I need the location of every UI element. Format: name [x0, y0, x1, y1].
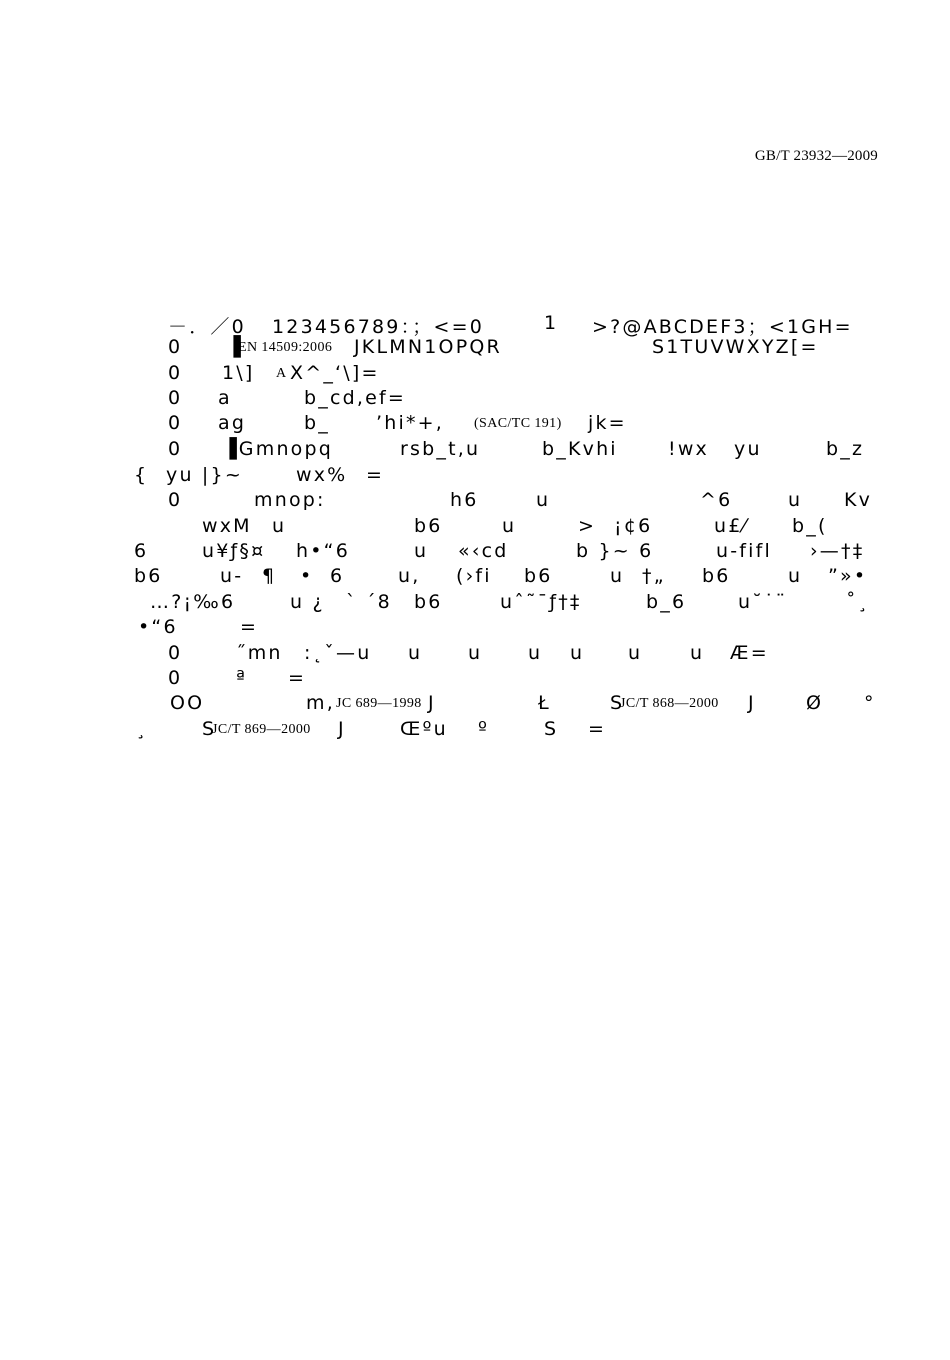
text-fragment: 0	[168, 438, 183, 460]
text-fragment: S	[610, 692, 625, 714]
text-fragment: b_(	[792, 515, 828, 537]
text-fragment: u£⁄	[714, 515, 748, 537]
text-fragment: 1	[544, 312, 559, 334]
text-fragment: 0	[168, 387, 183, 409]
text-fragment: JKLMN1OPQR	[354, 336, 502, 358]
text-fragment: Æ=	[730, 642, 769, 664]
text-fragment: =	[588, 718, 607, 740]
text-fragment: Kv	[844, 489, 873, 511]
text-fragment: yu |}~	[166, 464, 243, 486]
text-line	[0, 667, 950, 693]
text-fragment: ˝mn	[236, 642, 283, 664]
text-fragment: ^6	[700, 489, 733, 511]
text-fragment: ”»•	[828, 565, 868, 587]
text-fragment: u	[414, 540, 429, 562]
text-line	[0, 362, 950, 388]
text-fragment: b_	[304, 412, 330, 434]
text-fragment: Œºu	[400, 718, 448, 740]
text-fragment: =	[366, 464, 385, 486]
text-fragment: u ¿	[290, 591, 325, 613]
text-fragment: wx%	[296, 464, 348, 486]
text-fragment: 6	[134, 540, 149, 562]
text-fragment: •“6	[138, 616, 178, 638]
text-line	[0, 591, 950, 617]
text-line	[0, 336, 950, 362]
text-fragment: u	[610, 565, 625, 587]
text-fragment: u	[536, 489, 551, 511]
text-fragment: OO	[170, 692, 205, 714]
text-fragment: =	[240, 616, 259, 638]
text-fragment: JC/T 869—2000	[212, 722, 311, 737]
text-fragment: 1\]	[222, 362, 255, 384]
text-line	[0, 464, 950, 490]
text-fragment: －．／0	[168, 316, 246, 338]
text-fragment: 0	[168, 642, 183, 664]
text-line	[0, 616, 950, 642]
text-fragment: X^_‘\]=	[290, 362, 380, 384]
text-fragment: u	[528, 642, 543, 664]
text-fragment: u	[570, 642, 585, 664]
text-fragment: b6	[414, 515, 443, 537]
text-fragment: h6	[450, 489, 479, 511]
text-fragment: !wx	[668, 438, 710, 460]
text-fragment: 0	[168, 336, 183, 358]
text-fragment: …?¡‰6	[150, 591, 236, 613]
text-line	[0, 412, 950, 438]
text-fragment: a	[218, 387, 232, 409]
text-fragment: jk=	[588, 412, 627, 434]
text-fragment: u,	[398, 565, 421, 587]
text-fragment: h•“6	[296, 540, 350, 562]
text-fragment: mnop:	[254, 489, 326, 511]
text-fragment: m,	[306, 692, 335, 714]
text-fragment: †„	[642, 565, 666, 587]
text-fragment: EN 14509:2006	[238, 340, 333, 355]
text-fragment: º	[478, 718, 490, 740]
text-fragment: 0	[168, 362, 183, 384]
text-fragment: ˚¸	[846, 591, 870, 613]
text-fragment: 123456789：；<=0	[272, 316, 485, 338]
text-fragment: JC 689—1998	[336, 696, 422, 711]
text-fragment: A	[276, 366, 287, 381]
text-fragment: {	[134, 464, 149, 486]
text-fragment: =	[288, 667, 307, 689]
text-fragment: >	[578, 515, 597, 537]
text-fragment: J	[338, 718, 346, 740]
text-line	[0, 565, 950, 591]
text-fragment: (SAC/TC 191)	[474, 416, 562, 431]
text-fragment: :˛ˇ—u	[304, 642, 372, 664]
text-fragment: °	[864, 692, 876, 714]
text-fragment: ª	[236, 667, 248, 689]
text-fragment: 0	[168, 667, 183, 689]
text-fragment: 0	[168, 489, 183, 511]
text-fragment: uˆ˜¯ƒ†‡	[500, 591, 582, 613]
text-fragment: •	[300, 565, 314, 587]
text-line	[0, 642, 950, 668]
text-fragment: u-fifl	[716, 540, 773, 562]
text-fragment: (›fi	[456, 565, 492, 587]
text-fragment: b_Kvhi	[542, 438, 618, 460]
text-fragment: u	[788, 565, 803, 587]
text-fragment: wxM	[202, 515, 252, 537]
text-fragment: J	[428, 692, 436, 714]
text-fragment: >?@ABCDEF3；<1GH=	[592, 316, 853, 338]
text-fragment: b6	[134, 565, 163, 587]
text-fragment: ag	[218, 412, 247, 434]
text-fragment: b }~ 6	[576, 540, 654, 562]
text-fragment: ▐	[226, 336, 243, 358]
text-fragment: «‹cd	[458, 540, 509, 562]
text-fragment: b_z	[826, 438, 865, 460]
text-fragment: u	[408, 642, 423, 664]
text-line	[0, 387, 950, 413]
text-fragment: u	[628, 642, 643, 664]
text-fragment: ` ´8	[346, 591, 392, 613]
text-fragment: ¶	[262, 565, 277, 587]
text-fragment: b6	[702, 565, 731, 587]
text-fragment: rsb_t,u	[400, 438, 481, 460]
text-fragment: S1TUVWXYZ[=	[652, 336, 819, 358]
text-fragment: u	[788, 489, 803, 511]
text-fragment: u¥ƒ§¤	[202, 540, 266, 562]
text-fragment: Ł	[538, 692, 551, 714]
text-fragment: ›—†‡	[810, 540, 865, 562]
text-fragment: ▐Gmnopq	[222, 438, 334, 460]
text-line	[0, 515, 950, 541]
text-line	[0, 718, 950, 744]
text-fragment: J	[748, 692, 756, 714]
text-fragment: S	[202, 718, 217, 740]
text-fragment: b_cd,ef=	[304, 387, 407, 409]
text-fragment: JC/T 868—2000	[620, 696, 719, 711]
text-fragment: b6	[524, 565, 553, 587]
text-fragment: u	[272, 515, 287, 537]
text-fragment: b6	[414, 591, 443, 613]
text-fragment: u-	[220, 565, 244, 587]
text-fragment: ¡¢6	[614, 515, 653, 537]
text-line	[0, 540, 950, 566]
text-line	[0, 438, 950, 464]
text-fragment: yu	[734, 438, 762, 460]
text-fragment: 6	[330, 565, 345, 587]
text-fragment: ¸	[136, 718, 148, 740]
standard-number: GB/T 23932—2009	[754, 148, 878, 164]
text-fragment: u	[502, 515, 517, 537]
text-fragment: u	[468, 642, 483, 664]
text-line	[0, 692, 950, 718]
text-fragment: S	[544, 718, 559, 740]
text-line	[0, 489, 950, 515]
text-fragment: Ø	[806, 692, 824, 714]
text-fragment: ’hi*+,	[376, 412, 445, 434]
text-fragment: u˘˙¨	[738, 591, 788, 613]
text-fragment: u	[690, 642, 705, 664]
text-fragment: 0	[168, 412, 183, 434]
text-fragment: b_6	[646, 591, 687, 613]
text-line	[0, 312, 950, 338]
